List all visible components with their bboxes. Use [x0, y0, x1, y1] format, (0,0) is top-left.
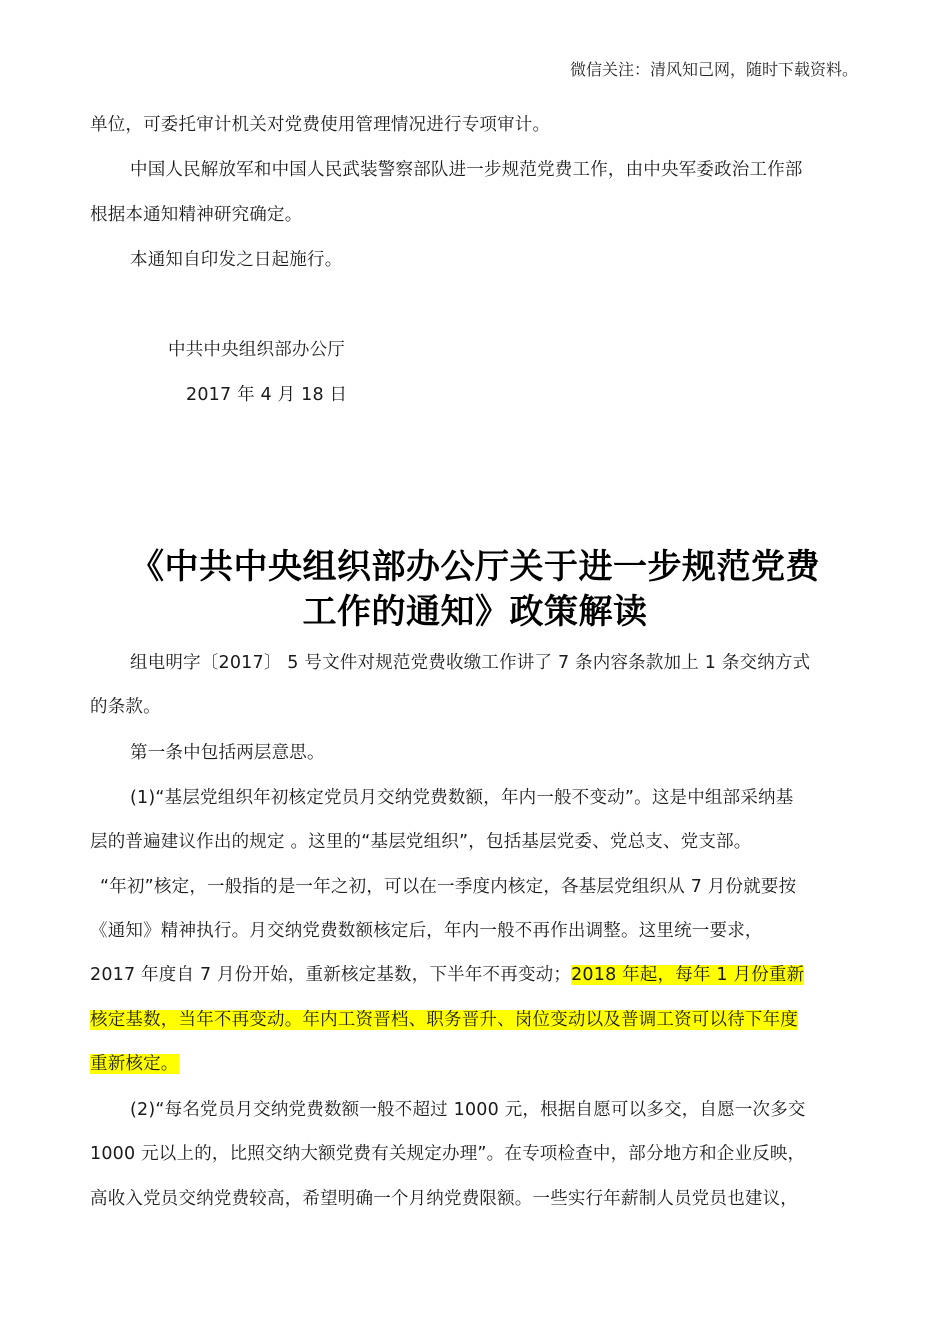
paragraph-line: “年初”核定，一般指的是一年之初，可以在一季度内核定，各基层党组织从 7 月份就要按: [100, 877, 797, 897]
paragraph-line: 单位，可委托审计机关对党费使用管理情况进行专项审计。: [90, 115, 551, 135]
paragraph-line-highlighted: [90, 1007, 865, 1033]
paragraph-line-mixed: [90, 962, 865, 988]
document-title-line-2: 工作的通知》政策解读: [302, 592, 648, 632]
paragraph-line: 层的普遍建议作出的规定 。这里的“基层党组织”，包括基层党委、党总支、党支部。: [90, 832, 752, 852]
highlighted-text: 重新核定。: [90, 1054, 179, 1074]
paragraph-line: 本通知自印发之日起施行。: [130, 250, 343, 270]
highlighted-text: 2018 年起，每年 1 月份重新: [571, 965, 805, 985]
paragraph-line: 高收入党员交纳党费较高，希望明确一个月纳党费限额。一些实行年薪制人员党员也建议，: [90, 1189, 798, 1209]
paragraph-line: (2)“每名党员月交纳党费数额一般不超过 1000 元，根据自愿可以多交，自愿一次多交: [130, 1100, 806, 1120]
paragraph-line: 组电明字〔2017〕 5 号文件对规范党费收缴工作讲了 7 条内容条款加上 1 条交纳方式: [130, 653, 811, 673]
paragraph-line: 中国人民解放军和中国人民武装警察部队进一步规范党费工作，由中央军委政治工作部: [130, 160, 803, 180]
paragraph-line: (1)“基层党组织年初核定党员月交纳党费数额，年内一般不变动”。这是中组部采纳基: [130, 788, 794, 808]
paragraph-line: 根据本通知精神研究确定。: [90, 205, 303, 225]
paragraph-line: 《通知》精神执行。月交纳党费数额核定后，年内一般不再作出调整。这里统一要求，: [90, 921, 763, 941]
paragraph-line-highlighted: [90, 1051, 865, 1077]
plain-text: 2017 年度自 7 月份开始，重新核定基数，下半年不再变动；: [90, 965, 572, 985]
signature-date: 2017 年 4 月 18 日: [186, 385, 348, 405]
header-note: 微信关注：清风知己网，随时下载资料。: [569, 60, 858, 79]
paragraph-line: 1000 元以上的，比照交纳大额党费有关规定办理”。在专项检查中，部分地方和企业反映，: [90, 1144, 806, 1164]
highlighted-text: 核定基数，当年不再变动。年内工资晋档、职务晋升、岗位变动以及普调工资可以待下年度: [90, 1010, 798, 1030]
signature-org: 中共中央组织部办公厅: [168, 340, 345, 360]
document-title-line-1: 《中共中央组织部办公厅关于进一步规范党费: [130, 547, 820, 587]
paragraph-line: 的条款。: [90, 697, 161, 717]
paragraph-line: 第一条中包括两层意思。: [130, 743, 325, 763]
